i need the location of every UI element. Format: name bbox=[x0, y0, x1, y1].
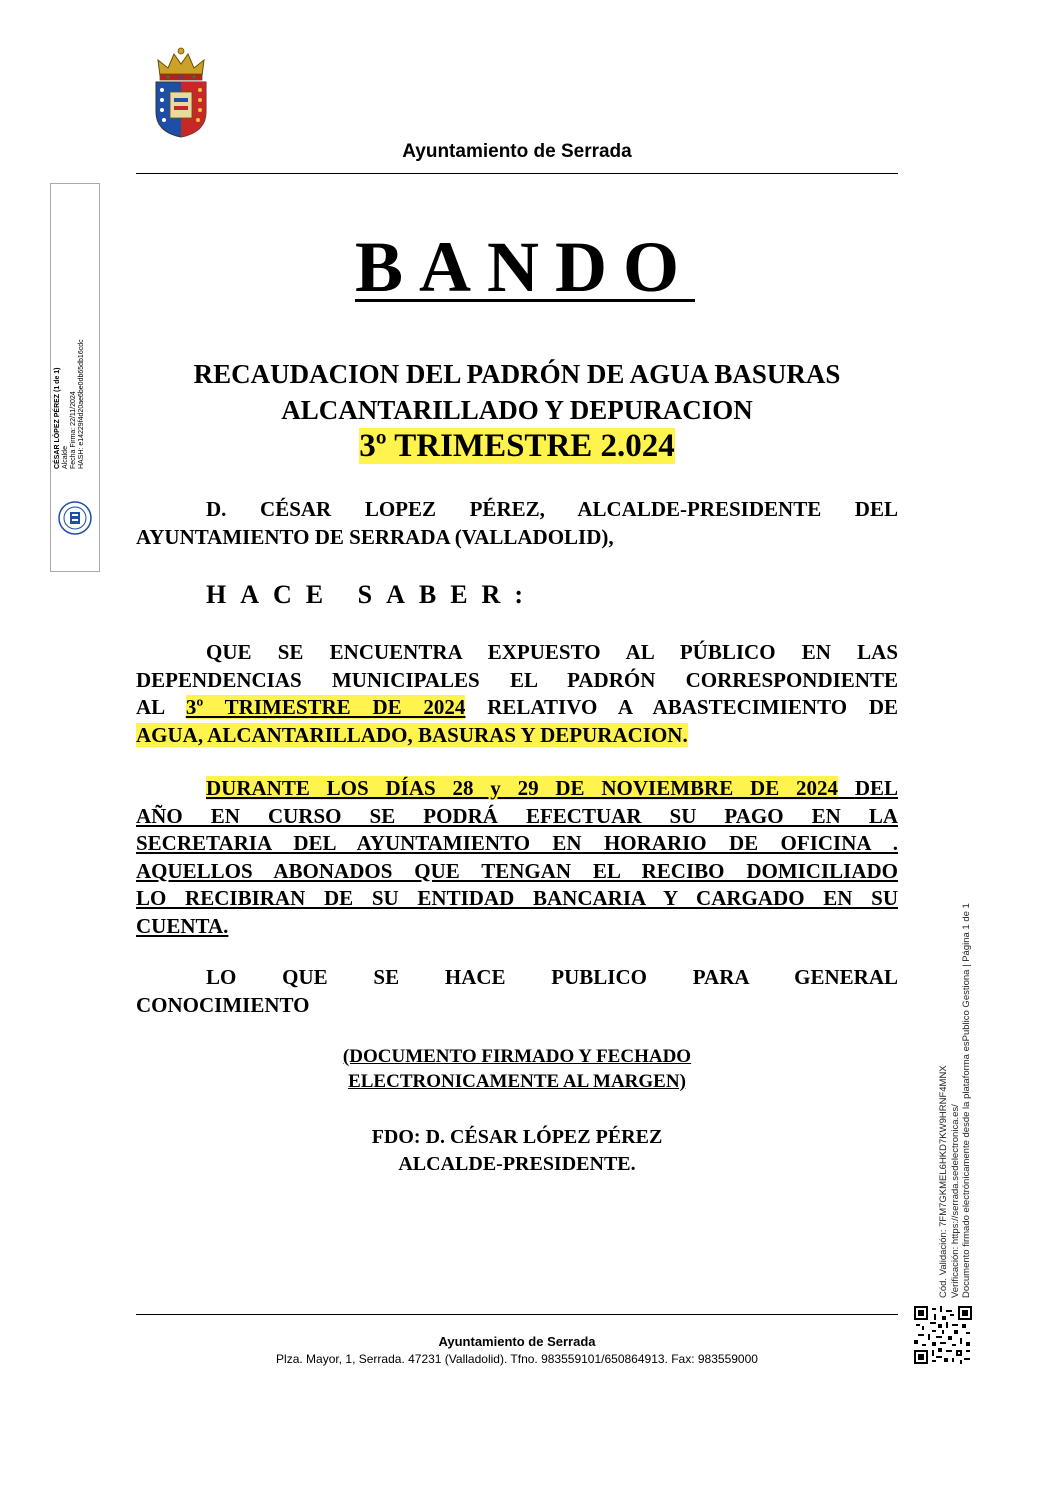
para-line: DURANTE LOS DÍAS 28 y 29 DE NOVIEMBRE DE 2024 DEL bbox=[206, 776, 899, 800]
para-line: DEPENDENCIAS MUNICIPALES EL PADRÓN CORRESPONDIENTE bbox=[136, 667, 898, 692]
para-line bbox=[136, 722, 898, 750]
signer-role: ALCALDE-PRESIDENTE. bbox=[398, 1153, 636, 1175]
services-highlight: AGUA, ALCANTARILLADO, BASURAS Y DEPURACION. bbox=[136, 722, 688, 747]
qr-code-icon[interactable] bbox=[914, 1306, 972, 1364]
para-line: CUENTA. bbox=[136, 913, 229, 938]
para-line: QUE SE ENCUENTRA EXPUESTO AL PÚBLICO EN LAS bbox=[206, 640, 898, 664]
footer-address: Plza. Mayor, 1, Serrada. 47231 (Valladolid). Tfno. 983559101/650864913. Fax: 983559000 bbox=[276, 1352, 758, 1366]
subtitle-trimester: 3º TRIMESTRE 2.024 bbox=[359, 428, 675, 464]
para-line: AÑO EN CURSO SE PODRÁ EFECTUAR SU PAGO EN LA bbox=[136, 803, 898, 828]
public-notice-paragraph bbox=[136, 964, 898, 1019]
footer-divider bbox=[136, 1314, 898, 1315]
subtitle-line: ALCANTARILLADO Y DEPURACION bbox=[281, 395, 753, 425]
para-line: SECRETARIA DEL AYUNTAMIENTO EN HORARIO DE OFICINA . bbox=[136, 831, 898, 855]
para-line: CONOCIMIENTO bbox=[136, 992, 310, 1017]
para-line: LO RECIBIRAN DE SU ENTIDAD BANCARIA Y CARGADO EN SU bbox=[136, 886, 898, 910]
signer-block bbox=[136, 1124, 898, 1178]
coat-of-arms-icon bbox=[152, 46, 210, 138]
dates-highlight: DURANTE LOS DÍAS 28 y 29 DE NOVIEMBRE DE 2024 bbox=[206, 776, 839, 800]
subtitle-line: RECAUDACION DEL PADRÓN DE AGUA BASURAS bbox=[193, 359, 841, 389]
hace-saber-heading: HACE SABER: bbox=[206, 580, 537, 609]
intro-line: D. CÉSAR LOPEZ PÉREZ, ALCALDE-PRESIDENTE DEL bbox=[206, 497, 898, 521]
intro-line: AYUNTAMIENTO DE SERRADA (VALLADOLID), bbox=[136, 524, 614, 549]
header-divider bbox=[136, 173, 898, 174]
exposure-paragraph bbox=[136, 639, 898, 749]
signer-name: FDO: D. CÉSAR LÓPEZ PÉREZ bbox=[371, 1126, 663, 1148]
seal-icon bbox=[57, 500, 93, 536]
footer-organization: Ayuntamiento de Serrada bbox=[438, 1334, 596, 1349]
para-line: AL 3º TRIMESTRE DE 2024 RELATIVO A ABASTECIMIENTO DE bbox=[136, 695, 899, 719]
payment-paragraph bbox=[136, 775, 898, 940]
signature-stamp bbox=[50, 183, 100, 572]
intro-paragraph bbox=[136, 496, 898, 551]
trimester-highlight: 3º TRIMESTRE DE 2024 bbox=[185, 695, 466, 719]
document-subtitle bbox=[136, 356, 898, 465]
header-organization: Ayuntamiento de Serrada bbox=[402, 141, 632, 162]
signature-stamp-text: CÉSAR LÓPEZ PÉREZ (1 de 1) Alcalde Fecha Firma: 22/11/2024 HASH: e14229f4d20ae6be0db65db16cdc bbox=[54, 339, 85, 469]
validation-text: Cód. Validación: 7FM7GKMEL6HKD7KW9HRNF4MNX Verificación: https://serrada.sedelectronica.es/ Documento firmado electrónicamente desde la plataforma esPublico Gestiona | Página 1 de 1 bbox=[938, 903, 972, 1298]
document-title: BANDO bbox=[354, 227, 695, 307]
signature-note: (DOCUMENTO FIRMADO Y FECHADO ELECTRONICAMENTE AL MARGEN) bbox=[342, 1046, 692, 1092]
para-line: LO QUE SE HACE PUBLICO PARA GENERAL bbox=[206, 965, 898, 989]
para-line: AQUELLOS ABONADOS QUE TENGAN EL RECIBO DOMICILIADO bbox=[136, 858, 898, 883]
